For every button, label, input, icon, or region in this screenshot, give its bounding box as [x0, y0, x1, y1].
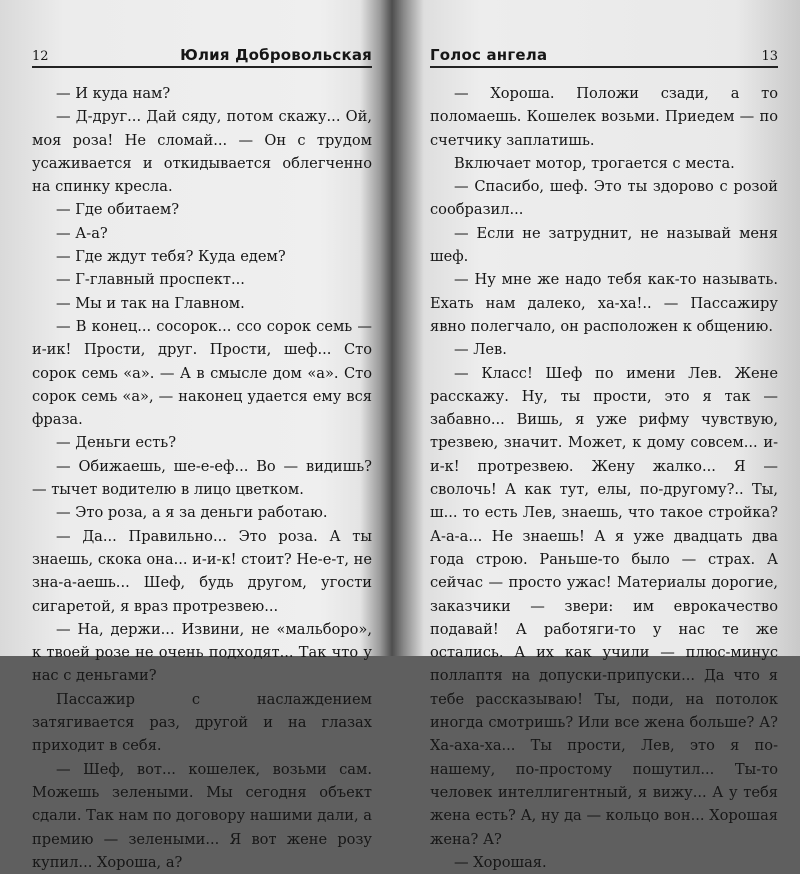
paragraph: — Д-друг... Дай сяду, потом скажу... Ой, моя роза! Не сломай... — Он с трудом усаживается и откидывается облегченно на спинку кресла. — [32, 108, 372, 196]
paragraph: — Ну мне же надо тебя как-то называть. Ехать нам далеко, ха-ха!.. — Пассажиру явно полегчало, он расположен к общению. — [430, 271, 778, 335]
paragraph: — А-а? — [56, 224, 108, 242]
paragraph: — Если не затруднит, не называй меня шеф. — [430, 224, 778, 266]
left-page-header — [32, 46, 372, 68]
paragraph: Включает мотор, трогается с места. — [454, 154, 735, 172]
paragraph: Пассажир с наслаждением затягивается раз, другой и на глазах приходит в себя. — [32, 690, 372, 755]
running-head: Голос ангела — [430, 46, 548, 64]
paragraph: — Хороша. Положи сзади, а то поломаешь. Кошелек возьми. Приедем — по счетчику заплатишь. — [430, 85, 778, 149]
paragraph: — Где ждут тебя? Куда едем? — [56, 248, 286, 266]
right-page — [418, 0, 800, 871]
right-page-header — [430, 46, 778, 68]
paragraph: — Шеф, вот... кошелек, возьми сам. Можешь зелеными. Мы сегодня объект сдали. Так нам по договору нашими дали, а премию — зелеными... Я вот жене розу купил... Хороша, а? — [32, 760, 372, 871]
paragraph: — Г-главный проспект... — [56, 271, 245, 289]
left-page — [0, 0, 382, 871]
paragraph: — Спасибо, шеф. Это ты здорово с розой сообразил... — [430, 178, 778, 219]
paragraph: — Да... Правильно... Это роза. А ты знаешь, скока она... и-и-к! стоит? Не-е-т, не зна-а-аешь... Шеф, будь другом, угости сигаретой, я враз протрезвею... — [32, 527, 372, 615]
running-head: Юлия Добровольская — [180, 46, 372, 64]
right-page-text — [430, 82, 778, 874]
paragraph: — Деньги есть? — [56, 434, 177, 452]
paragraph: — Хорошая. — [454, 853, 547, 871]
paragraph: — На, держи... Извини, не «мальборо», к твоей розе не очень подходят... Так что у нас с деньгами? — [32, 620, 372, 685]
paragraph: — Лев. — [454, 341, 507, 359]
paragraph: — Где обитаем? — [56, 201, 180, 219]
paragraph: — Мы и так на Главном. — [56, 294, 245, 312]
page-number: 12 — [32, 49, 49, 64]
paragraph: — Класс! Шеф по имени Лев. Жене расскажу. Ну, ты прости, это я так — забавно... Вишь, я уже рифму чувствую, трезвею, значит. Может, к дому совсем... и-и-к! протрезвею. Жену жалко... Я — сволочь! А как тут, елы, по-другому?.. Ты, ш... то есть Лев, знаешь, что такое стройка? А-а-а... Не знаешь! А я уже двадцать два года строю. Раньше-то было — страх. А сейчас — просто ужас! Материалы дорогие, заказчики — звери: им еврокачество подавай! А работяги-то у нас те же остались. А их как учили — плюс-минус поллаптя на допуски-припуски... Да что я тебе рассказываю! Ты, поди, на потолок иногда смотришь? Или все жена больше? А? Ха-аха-ха... Ты прости, Лев, это я по-нашему, по-простому пошутил... Ты-то человек интеллигентный, я вижу... А у тебя жена есть? А, ну да — кольцо вон... Хорошая жена? А? — [430, 364, 778, 848]
paragraph: — И куда нам? — [56, 85, 171, 102]
paragraph: — Обижаешь, ше-е-еф... Во — видишь? — тычет водителю в лицо цветком. — [32, 457, 372, 499]
paragraph: — Это роза, а я за деньги работаю. — [56, 504, 328, 522]
paragraph: — В конец... сосорок... ссо сорок семь — и-ик! Прости, друг. Прости, шеф... Сто сорок семь «а». — А в смысле дом «а». Сто сорок семь «а», — наконец удается ему вся фраза. — [32, 317, 372, 429]
left-page-text — [32, 82, 372, 874]
page-number: 13 — [761, 49, 778, 64]
